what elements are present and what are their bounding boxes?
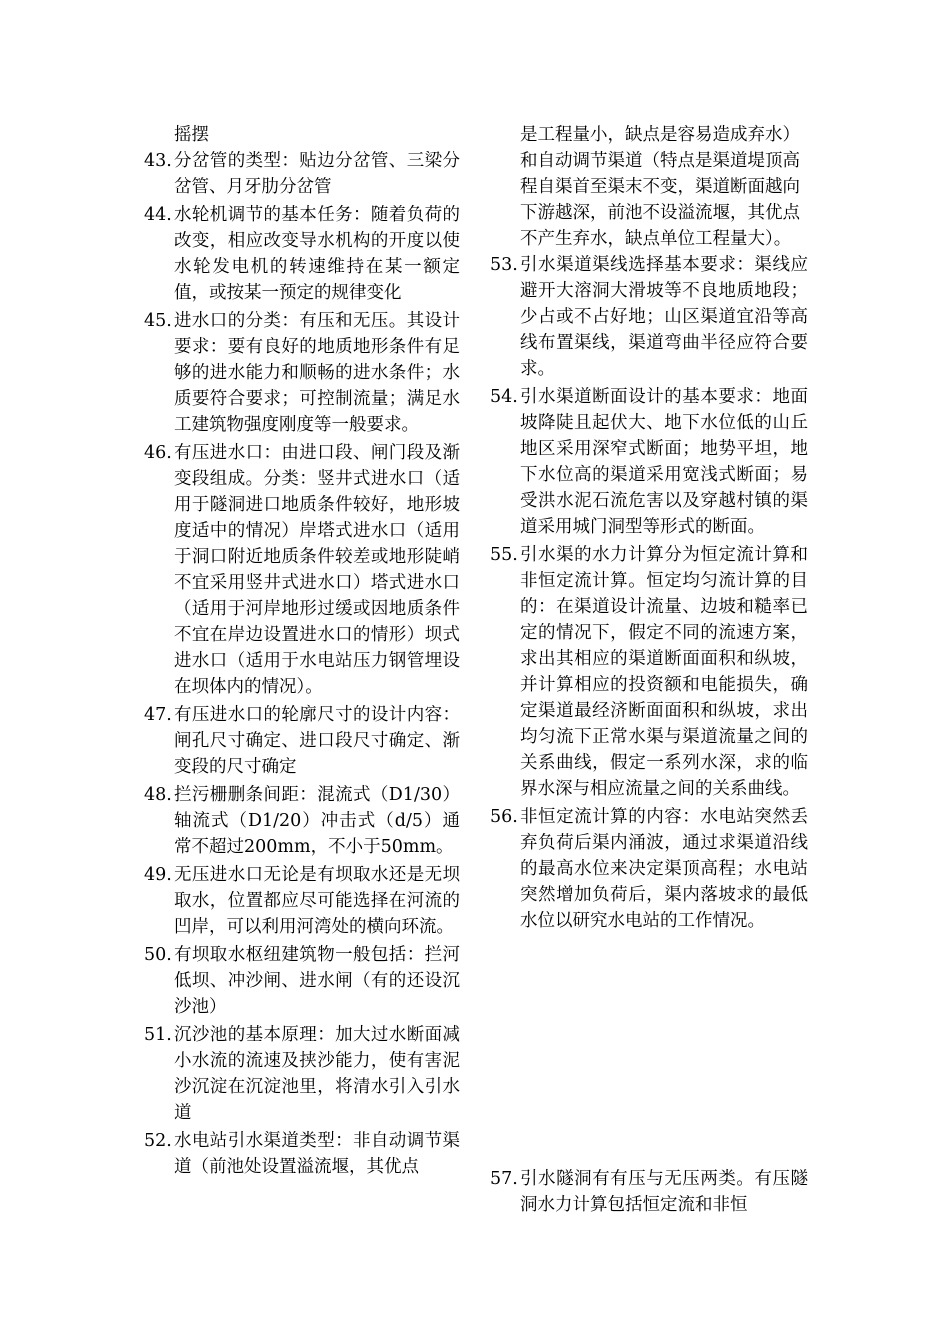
item-text: 引水渠道断面设计的基本要求：地面坡降陡且起伏大、地下水位低的山丘地区采用深窄式断面；地势平坦，地下水位高的渠道采用宽浅式断面；易受洪水泥石流危害以及穿越村镇的渠道采用城门洞型等形式的断面。: [520, 387, 808, 537]
item-number: 49.: [144, 865, 172, 885]
list-item: [144, 782, 460, 860]
list-item: [144, 862, 460, 940]
item-number: 57.: [490, 1169, 518, 1189]
item-number: 43.: [144, 151, 172, 171]
item-text: 有坝取水枢纽建筑物一般包括：拦河低坝、冲沙闸、进水闸（有的还设沉沙池）: [174, 945, 460, 1017]
left-column: [144, 122, 460, 1182]
item-number: 55.: [490, 545, 518, 565]
list-item: [144, 1128, 460, 1180]
item-number: 45.: [144, 311, 172, 331]
item-text: 有压进水口的轮廓尺寸的设计内容：闸孔尺寸确定、进口段尺寸确定、渐变段的尺寸确定: [174, 705, 460, 777]
list-item: [144, 148, 460, 200]
right-column: [490, 122, 808, 936]
item-text: 分岔管的类型：贴边分岔管、三梁分岔管、月牙肋分岔管: [174, 151, 460, 197]
item-text: 沉沙池的基本原理：加大过水断面减小水流的流速及挟沙能力，使有害泥沙沉淀在沉淀池里，将清水引入引水道: [174, 1025, 460, 1123]
item-text: 引水隧洞有有压与无压两类。有压隧洞水力计算包括恒定流和非恒: [520, 1169, 808, 1215]
item-text: 拦污栅删条间距：混流式（D1/30）轴流式（D1/20）冲击式（d/5）通常不超过200mm，不小于50mm。: [174, 785, 460, 857]
item-text: 水电站引水渠道类型：非自动调节渠道（前池处设置溢流堰，其优点: [174, 1131, 460, 1177]
continued-text: 摇摆: [174, 125, 209, 145]
item-text: 引水渠道渠线选择基本要求：渠线应避开大溶洞大滑坡等不良地质地段；少占或不占好地；山区渠道宜沿等高线布置渠线，渠道弯曲半径应符合要求。: [520, 255, 808, 379]
list-item: [144, 1022, 460, 1126]
list-item: [490, 384, 808, 540]
item-number: 46.: [144, 443, 172, 463]
item-text: 有压进水口：由进口段、闸门段及渐变段组成。分类：竖井式进水口（适用于隧洞进口地质条件较好，地形坡度适中的情况）岸塔式进水口（适用于洞口附近地质条件较差或地形陡峭不宜采用竖井式进水口）塔式进水口（适用于河岸地形过缓或因地质条件不宜在岸边设置进水口的情形）坝式进水口（适用于水电站压力钢管埋设在坝体内的情况）。: [174, 443, 460, 697]
item-number: 50.: [144, 945, 172, 965]
item-text: 进水口的分类：有压和无压。其设计要求：要有良好的地质地形条件有足够的进水能力和顺畅的进水条件；水质要符合要求；可控制流量；满足水工建筑物强度刚度等一般要求。: [174, 311, 460, 435]
list-item: [144, 702, 460, 780]
list-item: [490, 252, 808, 382]
list-item: [144, 202, 460, 306]
list-item: [490, 804, 808, 934]
list-item: [144, 308, 460, 438]
item-text: 非恒定流计算的内容：水电站突然丢弃负荷后渠内涌波，通过求渠道沿线的最高水位来决定渠顶高程；水电站突然增加负荷后，渠内落坡求的最低水位以研究水电站的工作情况。: [520, 807, 808, 931]
item-number: 53.: [490, 255, 518, 275]
item-number: 52.: [144, 1131, 172, 1151]
item-number: 48.: [144, 785, 172, 805]
item-text: 水轮机调节的基本任务：随着负荷的改变，相应改变导水机构的开度以使水轮发电机的转速维持在某一额定值，或按某一预定的规律变化: [174, 205, 460, 303]
item-number: 56.: [490, 807, 518, 827]
continued-text: 是工程量小，缺点是容易造成弃水）和自动调节渠道（特点是渠道堤顶高程自渠首至渠末不变，渠道断面越向下游越深，前池不设溢流堰，其优点不产生弃水，缺点单位工程量大）。: [520, 125, 800, 249]
list-item: [490, 542, 808, 802]
list-item: [144, 440, 460, 700]
item-text: 无压进水口无论是有坝取水还是无坝取水，位置都应尽可能选择在河流的凹岸，可以利用河湾处的横向环流。: [174, 865, 460, 937]
item-number: 44.: [144, 205, 172, 225]
item-number: 47.: [144, 705, 172, 725]
list-item: [144, 942, 460, 1020]
item-number: 51.: [144, 1025, 172, 1045]
list-item-bottom: [490, 1166, 808, 1218]
item-text: 引水渠的水力计算分为恒定流计算和非恒定流计算。恒定均匀流计算的目的：在渠道设计流量、边坡和糙率已定的情况下，假定不同的流速方案，求出其相应的渠道断面面积和纵坡，并计算相应的投资额和电能损失，确定渠道最经济断面面积和纵坡，求出均匀流下正常水渠与渠道流量之间的关系曲线，假定一系列水深，求的临界水深与相应流量之间的关系曲线。: [520, 545, 808, 799]
item-number: 54.: [490, 387, 518, 407]
